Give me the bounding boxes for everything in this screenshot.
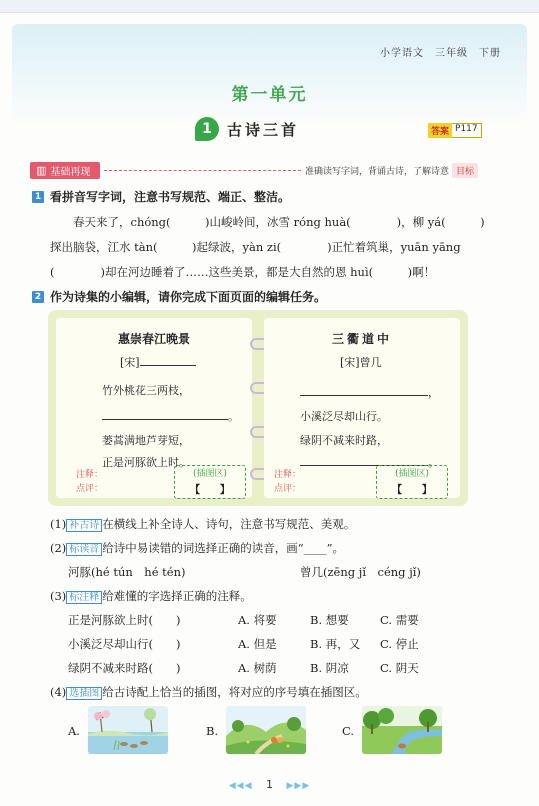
sub3-tag: 标注释 (66, 591, 102, 604)
page-number: 1 (266, 778, 273, 791)
left-note-label: 注释： (76, 470, 104, 480)
question-2-number: 2 (32, 291, 44, 303)
question-2 (32, 288, 326, 305)
sub3-row-1-option-a: A. 将要 (238, 613, 277, 627)
q1-line-3[interactable]: ( )却在河边睡着了……这些美景，都是大自然的恩 huì( )啊！ (50, 265, 436, 279)
right-comment-label: 点评： (274, 484, 302, 494)
left-poem-line-3: 蒌蒿满地芦芽短， (102, 434, 190, 447)
sub3-row-2-option-c: C. 停止 (380, 637, 419, 651)
right-illus-answer: 【 】 (392, 485, 432, 496)
pic-a-label: A. (68, 724, 80, 738)
sub4-tag: 选插图 (66, 687, 102, 700)
section-goal-label: 目标 (452, 163, 478, 178)
lesson-heading (195, 116, 299, 142)
left-poem-line-2[interactable]: 。 (102, 408, 239, 424)
right-illustration-slot[interactable] (376, 465, 448, 499)
answer-page: P117 (452, 123, 482, 138)
sub1-tag: 补古诗 (66, 519, 102, 532)
question-2-title: 作为诗集的小编辑，请你完成下面页面的编辑任务。 (50, 290, 327, 304)
left-poem-line-1: 竹外桃花三两枝， (102, 384, 190, 397)
sub3-row-2-question[interactable]: 小溪泛尽却山行( ) (68, 637, 181, 651)
right-poem-title: 三衢道中 (331, 332, 392, 346)
left-notes (76, 468, 103, 496)
right-notes (274, 468, 301, 496)
book-icon: ▥ (36, 163, 47, 177)
right-note-label: 注释： (274, 470, 302, 480)
page-footer (0, 778, 539, 791)
left-poem-author[interactable]: [宋] (120, 354, 196, 370)
question-1-number: 1 (32, 191, 44, 203)
pic-b-label: B. (206, 724, 219, 738)
right-poem-line-3: 绿阴不减来时路， (300, 434, 388, 447)
left-comment-label: 点评： (76, 484, 104, 494)
left-illus-answer: 【 】 (190, 485, 230, 496)
right-illus-label: (插图区) (394, 469, 430, 479)
sub3-row-2-option-a: A. 但是 (238, 637, 277, 651)
right-poem-line-4[interactable]: 。 (300, 454, 439, 470)
prev-arrows-icon: ◀◀◀ (228, 781, 253, 791)
sub2-tag: 标读音 (66, 543, 102, 556)
illustration-c-stream-forest (362, 706, 442, 754)
right-poem-line-2: 小溪泛尽却山行。 (300, 410, 388, 423)
previous-page-edge (0, 0, 539, 13)
next-arrows-icon: ▶▶▶ (286, 781, 311, 791)
right-poem-line-1[interactable]: ， (300, 384, 439, 400)
section-goal-text: 准确读写字词，背诵古诗，了解诗意 (304, 166, 449, 177)
sub2-option-left[interactable]: 河豚(hé tún hé tén) (68, 565, 186, 579)
illustration-b-mountain-path (226, 706, 306, 754)
sub-question-4: (4) 选插图 给古诗配上恰当的插图，将对应的序号填在插图区。 (50, 685, 367, 699)
question-1-title: 看拼音写字词，注意书写规范、端正、整洁。 (50, 190, 291, 204)
left-illustration-slot[interactable] (174, 465, 246, 499)
sub-question-1: (1) 补古诗 在横线上补全诗人、诗句，注意书写规范、美观。 (50, 517, 356, 531)
sub3-row-2-option-b: B. 再，又 (310, 637, 361, 651)
question-1 (32, 188, 290, 205)
section-badge (30, 162, 100, 179)
sub2-option-right[interactable]: 曾几(zēng jǐ céng jǐ) (300, 565, 421, 579)
section-label: 基础再现 (50, 166, 91, 178)
book-header: 小学语文 三年级 下册 (380, 48, 501, 59)
left-illus-label: (插图区) (192, 469, 228, 479)
sub3-row-1-question[interactable]: 正是河豚欲上时( ) (68, 613, 181, 627)
unit-title: 第一单元 (231, 85, 308, 105)
section-header (30, 162, 478, 178)
header-band (12, 24, 527, 124)
section-divider (104, 170, 301, 171)
sub3-row-3-option-b: B. 阴凉 (310, 661, 349, 675)
answer-label: 答案 (428, 123, 452, 138)
right-poem-author: [宋]曾几 (340, 356, 382, 369)
sub3-row-3-question[interactable]: 绿阴不减来时路( ) (68, 661, 181, 675)
sub3-row-3-option-a: A. 树荫 (238, 661, 277, 675)
q1-line-1[interactable]: 春天来了，chóng( )山峻岭间，冰雪 róng huà( )，柳 yá( ) (50, 215, 485, 229)
pic-c-label: C. (342, 724, 355, 738)
sub3-row-1-option-c: C. 需要 (380, 613, 419, 627)
left-poem-page (56, 318, 252, 498)
sub-question-2: (2) 标读音 给诗中易读错的词选择正确的读音，画“____”。 (50, 541, 345, 555)
illustration-a-river-ducks (88, 706, 168, 754)
left-poem-line-4: 正是河豚欲上时。 (102, 456, 190, 469)
right-poem-page (264, 318, 460, 498)
sub-question-3: (3) 标注释 给难懂的字选择正确的注释。 (50, 589, 252, 603)
lesson-number: 1 (195, 117, 219, 141)
sub3-row-1-option-b: B. 想要 (310, 613, 349, 627)
left-poem-title: 惠崇春江晚景 (117, 332, 190, 346)
answer-reference (428, 123, 482, 138)
lesson-title: 古诗三首 (227, 120, 300, 139)
sub3-row-3-option-c: C. 阴天 (380, 661, 419, 675)
q1-line-2[interactable]: 探出脑袋，江水 tàn( )起绿波，yàn zi( )正忙着筑巢，yuān yāng (50, 240, 461, 254)
poem-notebook (48, 310, 468, 506)
